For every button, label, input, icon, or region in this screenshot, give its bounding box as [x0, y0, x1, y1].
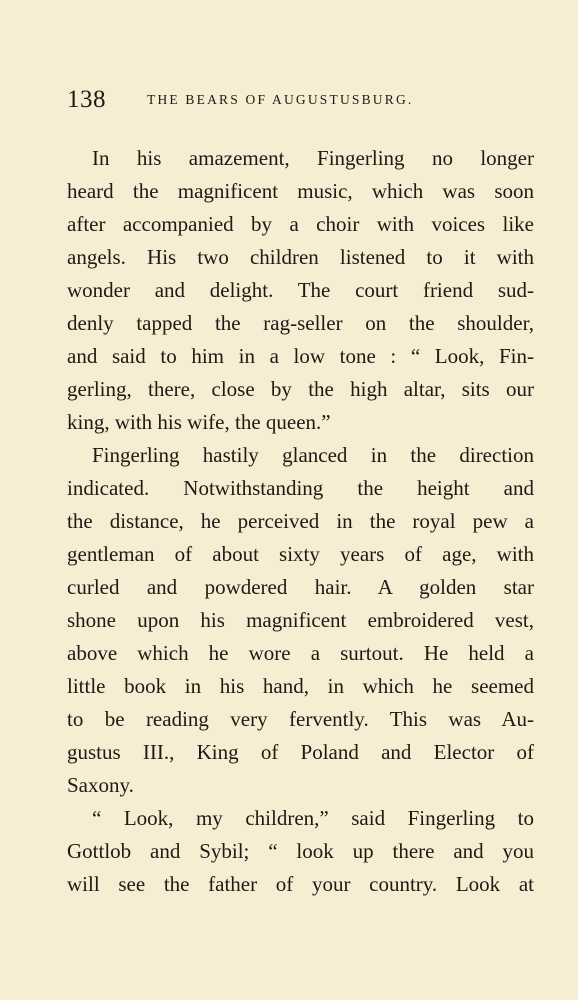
text-line: the distance, he perceived in the royal pew a	[67, 509, 534, 533]
text-line: angels. His two children listened to it with	[67, 245, 534, 269]
text-line: “ Look, my children,” said Fingerling to	[92, 806, 534, 830]
text-line: Saxony.	[67, 773, 134, 797]
running-title: THE BEARS OF AUGUSTUSBURG.	[147, 92, 414, 107]
text-line: above which he wore a surtout. He held a	[67, 641, 534, 665]
paragraph-1	[67, 142, 534, 439]
text-line: gustus III., King of Poland and Elector of	[67, 740, 534, 764]
page-number: 138	[67, 86, 106, 113]
text-line: will see the father of your country. Look at	[67, 872, 534, 896]
text-line: wonder and delight. The court friend sud-	[67, 278, 534, 302]
text-line: to be reading very fervently. This was Au-	[67, 707, 534, 731]
text-line: little book in his hand, in which he seemed	[67, 674, 534, 698]
text-line: shone upon his magnificent embroidered vest,	[67, 608, 534, 632]
text-line: heard the magnificent music, which was soon	[67, 179, 534, 203]
paragraph-2	[67, 439, 534, 802]
text-line: indicated. Notwithstanding the height and	[67, 476, 534, 500]
body-text	[67, 142, 534, 901]
text-line: king, with his wife, the queen.”	[67, 410, 331, 434]
text-line: Fingerling hastily glanced in the direction	[92, 443, 534, 467]
text-line: curled and powdered hair. A golden star	[67, 575, 534, 599]
paragraph-3	[67, 802, 534, 901]
text-line: Gottlob and Sybil; “ look up there and you	[67, 839, 534, 863]
running-head	[67, 84, 535, 116]
text-line: In his amazement, Fingerling no longer	[92, 146, 534, 170]
text-line: and said to him in a low tone : “ Look, Fin-	[67, 344, 534, 368]
text-line: gerling, there, close by the high altar, sits our	[67, 377, 534, 401]
text-line: denly tapped the rag-seller on the shoulder,	[67, 311, 534, 335]
text-line: gentleman of about sixty years of age, with	[67, 542, 534, 566]
text-line: after accompanied by a choir with voices like	[67, 212, 534, 236]
